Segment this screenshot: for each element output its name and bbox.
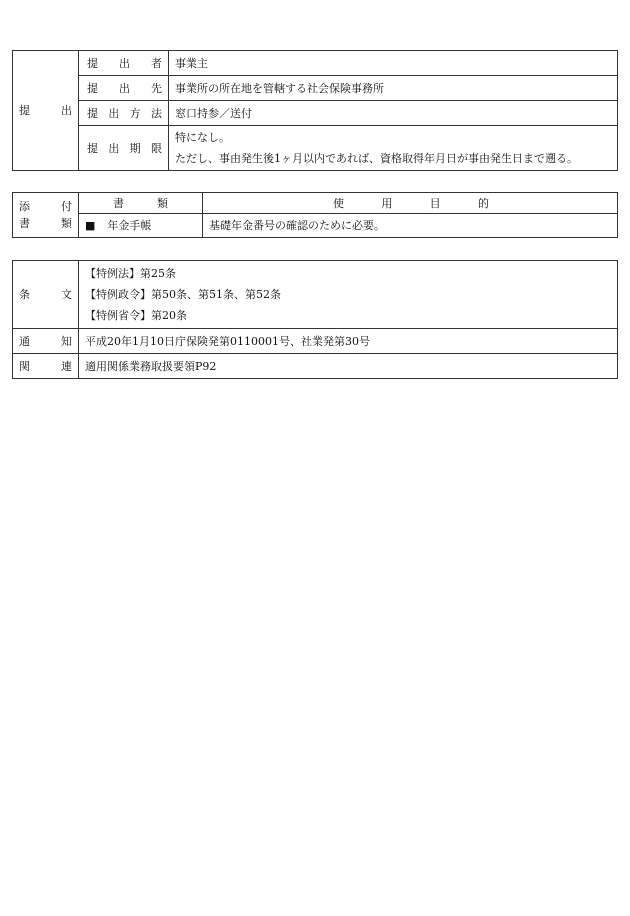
attachments-group-label: 添 付 書 類 <box>13 193 79 238</box>
deadline-value <box>169 126 618 171</box>
submitter-value: 事業主 <box>169 51 618 76</box>
header-document: 書 類 <box>79 193 203 214</box>
articles-label: 条 文 <box>13 261 79 329</box>
related-value: 適用関係業務取扱要領P92 <box>79 354 618 379</box>
articles-value <box>79 261 618 329</box>
deadline-line-1: 特になし。 <box>175 131 230 144</box>
deadline-line-2: ただし、事由発生後1ヶ月以内であれば、資格取得年月日が事由発生日まで遡る。 <box>175 152 578 165</box>
references-table <box>12 260 618 379</box>
submission-group-label: 提 出 <box>13 51 79 171</box>
destination-label: 提 出 先 <box>79 76 169 101</box>
method-value: 窓口持参／送付 <box>169 101 618 126</box>
method-label: 提 出 方 法 <box>79 101 169 126</box>
header-purpose: 使 用 目 的 <box>203 193 618 214</box>
article-line-1: 【特例法】第25条 <box>85 267 176 280</box>
notice-value: 平成20年1月10日庁保険発第0110001号、社業発第30号 <box>79 329 618 354</box>
article-line-2: 【特例政令】第50条、第51条、第52条 <box>85 288 281 301</box>
submission-table <box>12 50 618 171</box>
attachment-document: ■ 年金手帳 <box>79 214 203 238</box>
article-line-3: 【特例省令】第20条 <box>85 309 187 322</box>
attachment-purpose: 基礎年金番号の確認のために必要。 <box>203 214 618 238</box>
destination-value: 事業所の所在地を管轄する社会保険事務所 <box>169 76 618 101</box>
deadline-label: 提 出 期 限 <box>79 126 169 171</box>
attachments-table <box>12 192 618 238</box>
bullet-icon: ■ <box>85 219 96 232</box>
related-label: 関 連 <box>13 354 79 379</box>
notice-label: 通 知 <box>13 329 79 354</box>
submitter-label: 提 出 者 <box>79 51 169 76</box>
